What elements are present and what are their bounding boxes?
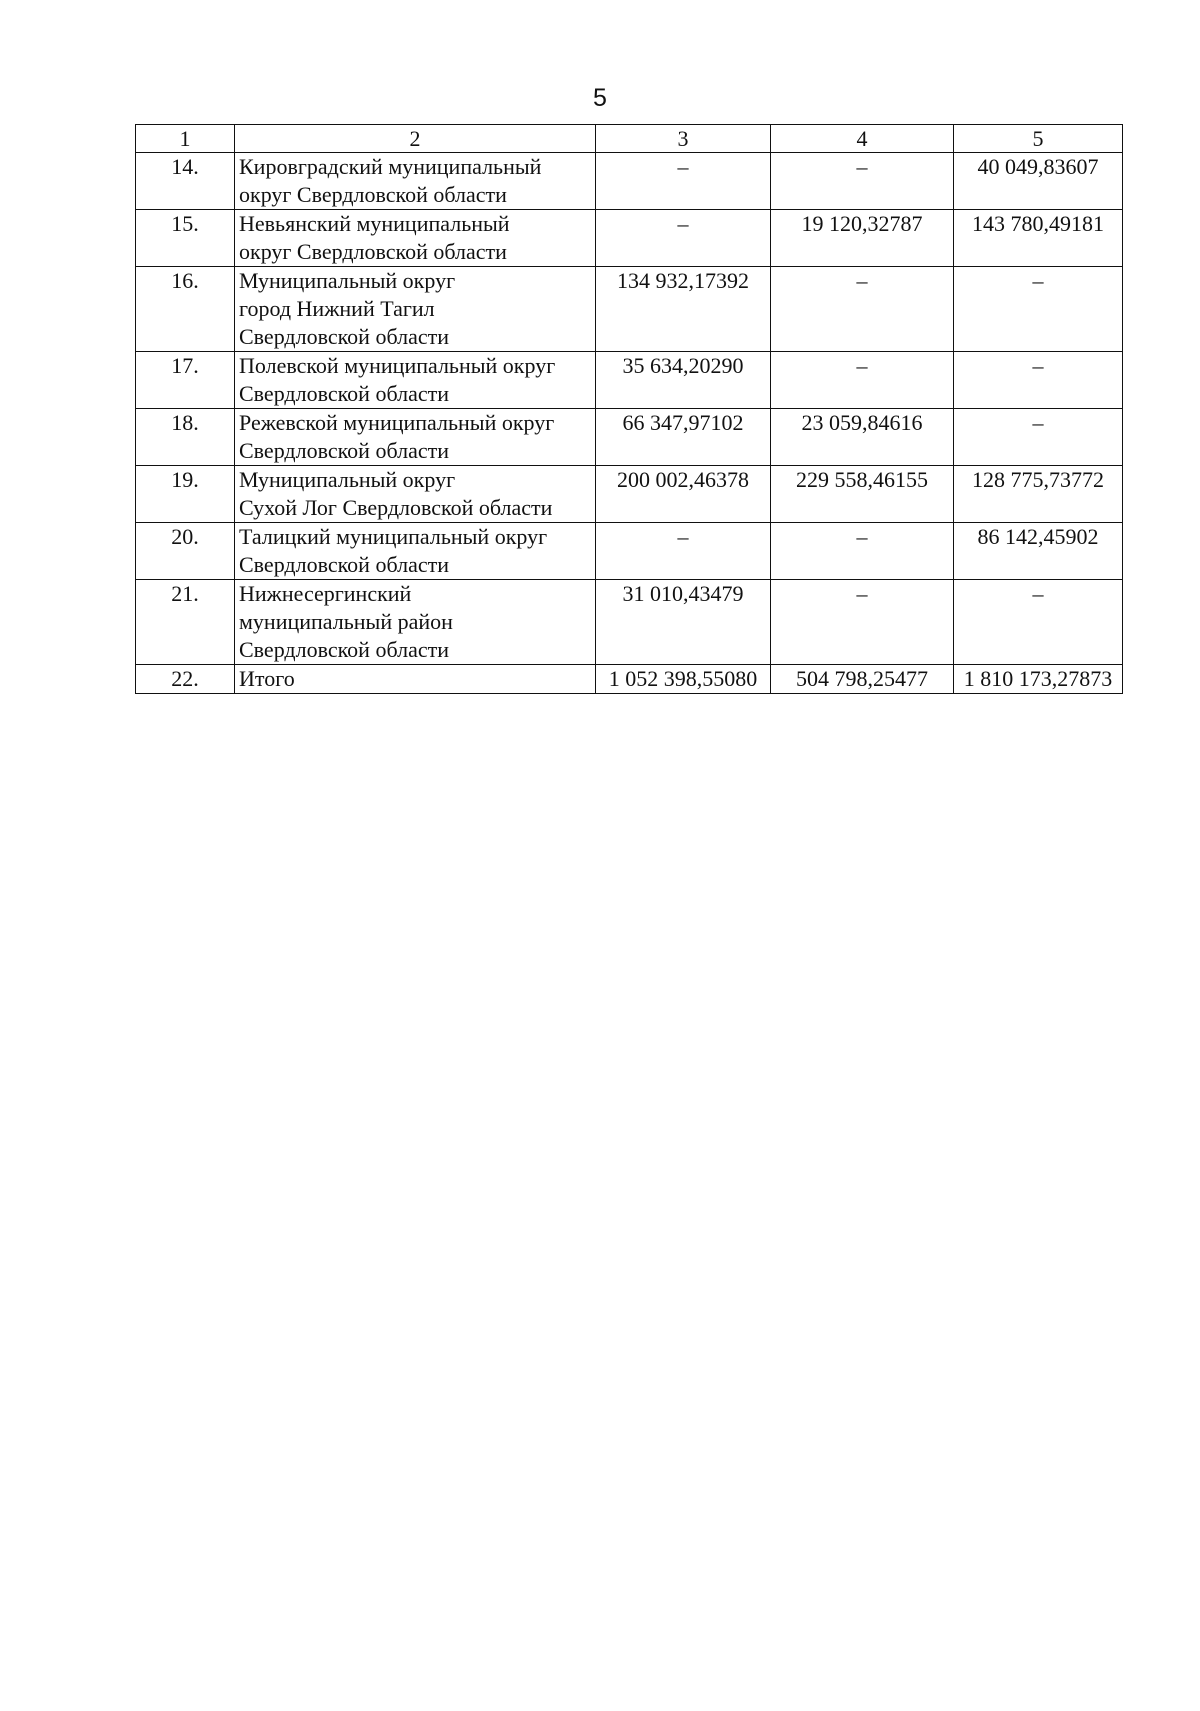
value-column-4: –	[771, 153, 954, 210]
value-column-4: 23 059,84616	[771, 409, 954, 466]
column-header: 3	[596, 125, 771, 153]
municipality-name	[235, 580, 596, 665]
row-number: 18.	[136, 409, 235, 466]
table-row	[136, 352, 1123, 409]
municipality-name	[235, 409, 596, 466]
municipality-name-line: Сухой Лог Свердловской области	[239, 495, 553, 520]
municipality-name-line: Талицкий муниципальный округ	[239, 524, 548, 549]
value-column-4: 19 120,32787	[771, 210, 954, 267]
value-column-4: –	[771, 352, 954, 409]
value-column-5: –	[954, 267, 1123, 352]
municipality-name-line: Свердловской области	[239, 637, 449, 662]
value-column-4: 504 798,25477	[771, 665, 954, 694]
municipality-name-line: муниципальный район	[239, 609, 453, 634]
row-number: 14.	[136, 153, 235, 210]
value-column-5: 40 049,83607	[954, 153, 1123, 210]
table-row	[136, 523, 1123, 580]
row-number: 22.	[136, 665, 235, 694]
municipality-name-line: округ Свердловской области	[239, 182, 507, 207]
table-row	[136, 665, 1123, 694]
value-column-3: 31 010,43479	[596, 580, 771, 665]
municipality-name-line: Итого	[239, 666, 295, 691]
table-row	[136, 466, 1123, 523]
page-number: 5	[593, 84, 607, 112]
municipality-name	[235, 523, 596, 580]
row-number: 20.	[136, 523, 235, 580]
value-column-5: –	[954, 352, 1123, 409]
municipality-name-line: Свердловской области	[239, 552, 449, 577]
value-column-5: 1 810 173,27873	[954, 665, 1123, 694]
table-row	[136, 267, 1123, 352]
value-column-3: –	[596, 153, 771, 210]
table-row	[136, 580, 1123, 665]
row-number: 16.	[136, 267, 235, 352]
value-column-4: –	[771, 523, 954, 580]
municipality-name-line: Режевской муниципальный округ	[239, 410, 555, 435]
value-column-3: 1 052 398,55080	[596, 665, 771, 694]
municipality-name-line: Нижнесергинский	[239, 581, 412, 606]
table-header-row	[136, 125, 1123, 153]
municipality-name-line: город Нижний Тагил	[239, 296, 435, 321]
column-header: 2	[235, 125, 596, 153]
row-number: 17.	[136, 352, 235, 409]
data-table	[135, 124, 1123, 694]
value-column-3: 35 634,20290	[596, 352, 771, 409]
municipality-name-line: округ Свердловской области	[239, 239, 507, 264]
column-header: 5	[954, 125, 1123, 153]
municipality-name-line: Невьянский муниципальный	[239, 211, 510, 236]
value-column-3: 134 932,17392	[596, 267, 771, 352]
value-column-4: 229 558,46155	[771, 466, 954, 523]
municipality-name-line: Муниципальный округ	[239, 467, 456, 492]
municipality-name-line: Свердловской области	[239, 324, 449, 349]
municipality-name	[235, 665, 596, 694]
value-column-5: 143 780,49181	[954, 210, 1123, 267]
column-header: 1	[136, 125, 235, 153]
municipality-name-line: Свердловской области	[239, 438, 449, 463]
municipality-name	[235, 267, 596, 352]
municipality-name	[235, 210, 596, 267]
value-column-3: 66 347,97102	[596, 409, 771, 466]
column-header: 4	[771, 125, 954, 153]
value-column-5: –	[954, 580, 1123, 665]
table-row	[136, 153, 1123, 210]
value-column-5: –	[954, 409, 1123, 466]
value-column-3: 200 002,46378	[596, 466, 771, 523]
municipality-name	[235, 153, 596, 210]
value-column-4: –	[771, 580, 954, 665]
municipality-name	[235, 352, 596, 409]
value-column-5: 86 142,45902	[954, 523, 1123, 580]
value-column-5: 128 775,73772	[954, 466, 1123, 523]
municipality-name-line: Полевской муниципальный округ	[239, 353, 556, 378]
table-row	[136, 210, 1123, 267]
value-column-3: –	[596, 210, 771, 267]
table-row	[136, 409, 1123, 466]
value-column-4: –	[771, 267, 954, 352]
value-column-3: –	[596, 523, 771, 580]
municipality-name	[235, 466, 596, 523]
municipality-name-line: Кировградский муниципальный	[239, 154, 542, 179]
row-number: 15.	[136, 210, 235, 267]
row-number: 19.	[136, 466, 235, 523]
municipality-name-line: Муниципальный округ	[239, 268, 456, 293]
municipality-name-line: Свердловской области	[239, 381, 449, 406]
row-number: 21.	[136, 580, 235, 665]
